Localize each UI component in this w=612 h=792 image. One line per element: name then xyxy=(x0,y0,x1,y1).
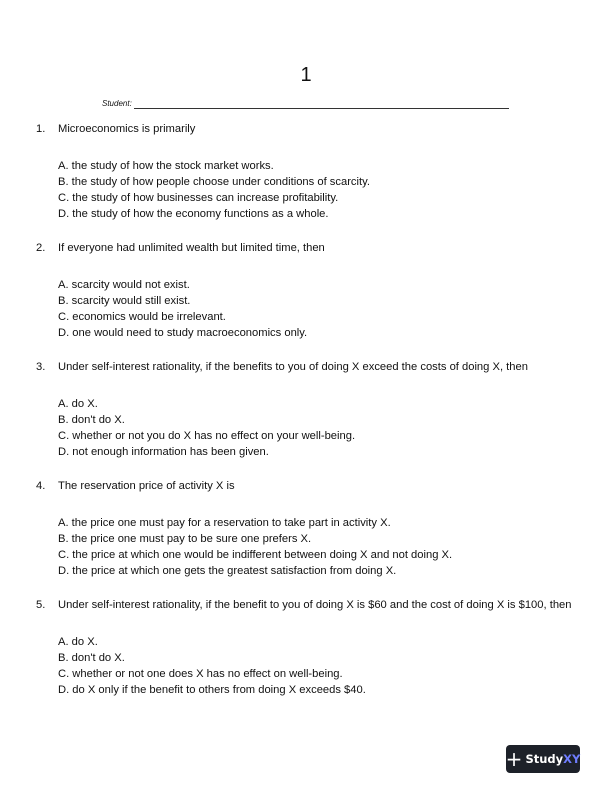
question-5 xyxy=(36,598,576,698)
choice-c: C. the study of how businesses can increase profitability. xyxy=(58,192,339,204)
choice-b: B. scarcity would still exist. xyxy=(58,295,191,307)
choice-c: C. the price at which one would be indifferent between doing X and not doing X. xyxy=(58,549,453,561)
question-1 xyxy=(36,122,576,222)
answer-choices xyxy=(36,634,576,698)
question-2 xyxy=(36,241,576,341)
page-number: 1 xyxy=(300,64,312,86)
plus-icon: + xyxy=(505,747,523,771)
choice-c: C. whether or not one does X has no effect on well-being. xyxy=(58,668,343,680)
question-number: 5. xyxy=(36,599,46,611)
answer-choices xyxy=(36,158,576,222)
choice-b: B. the price one must pay to be sure one prefers X. xyxy=(58,533,312,545)
question-text: Under self-interest rationality, if the benefits to you of doing X exceed the costs of doing X, then xyxy=(58,361,528,373)
question-text: Under self-interest rationality, if the benefit to you of doing X is $60 and the cost of doing X is $100, then xyxy=(58,599,572,611)
answer-choices xyxy=(36,515,576,579)
choice-b: B. the study of how people choose under conditions of scarcity. xyxy=(58,176,370,188)
question-number: 3. xyxy=(36,361,46,373)
question-stem xyxy=(36,122,576,137)
choice-d: D. do X only if the benefit to others from doing X exceeds $40. xyxy=(58,684,366,696)
choice-d: D. not enough information has been given. xyxy=(58,446,269,458)
question-text: The reservation price of activity X is xyxy=(58,480,235,492)
choice-d: D. the study of how the economy functions as a whole. xyxy=(58,208,329,220)
choice-c: C. whether or not you do X has no effect on your well-being. xyxy=(58,430,356,442)
choice-a: A. do X. xyxy=(58,398,98,410)
choice-d: D. one would need to study macroeconomics only. xyxy=(58,327,308,339)
choice-a: A. scarcity would not exist. xyxy=(58,279,190,291)
answer-choices xyxy=(36,396,576,460)
answer-choices xyxy=(36,277,576,341)
question-number: 1. xyxy=(36,123,46,135)
choice-a: A. the price one must pay for a reservation to take part in activity X. xyxy=(58,517,391,529)
choice-d: D. the price at which one gets the greatest satisfaction from doing X. xyxy=(58,565,397,577)
brand-name: Study xyxy=(525,752,564,766)
question-number: 2. xyxy=(36,242,46,254)
question-number: 4. xyxy=(36,480,46,492)
studyxy-badge[interactable] xyxy=(506,745,580,773)
question-stem xyxy=(36,479,576,494)
brand-accent: XY xyxy=(563,752,581,766)
question-stem xyxy=(36,598,576,613)
question-4 xyxy=(36,479,576,579)
question-3 xyxy=(36,360,576,460)
question-stem xyxy=(36,360,576,375)
student-name-blank[interactable] xyxy=(134,100,509,109)
choice-b: B. don't do X. xyxy=(58,414,125,426)
question-stem xyxy=(36,241,576,256)
question-text: Microeconomics is primarily xyxy=(58,123,196,135)
choice-b: B. don't do X. xyxy=(58,652,125,664)
student-line xyxy=(102,99,509,109)
question-text: If everyone had unlimited wealth but limited time, then xyxy=(58,242,325,254)
choice-c: C. economics would be irrelevant. xyxy=(58,311,226,323)
choice-a: A. the study of how the stock market works. xyxy=(58,160,274,172)
choice-a: A. do X. xyxy=(58,636,98,648)
student-label: Student: xyxy=(102,99,132,108)
